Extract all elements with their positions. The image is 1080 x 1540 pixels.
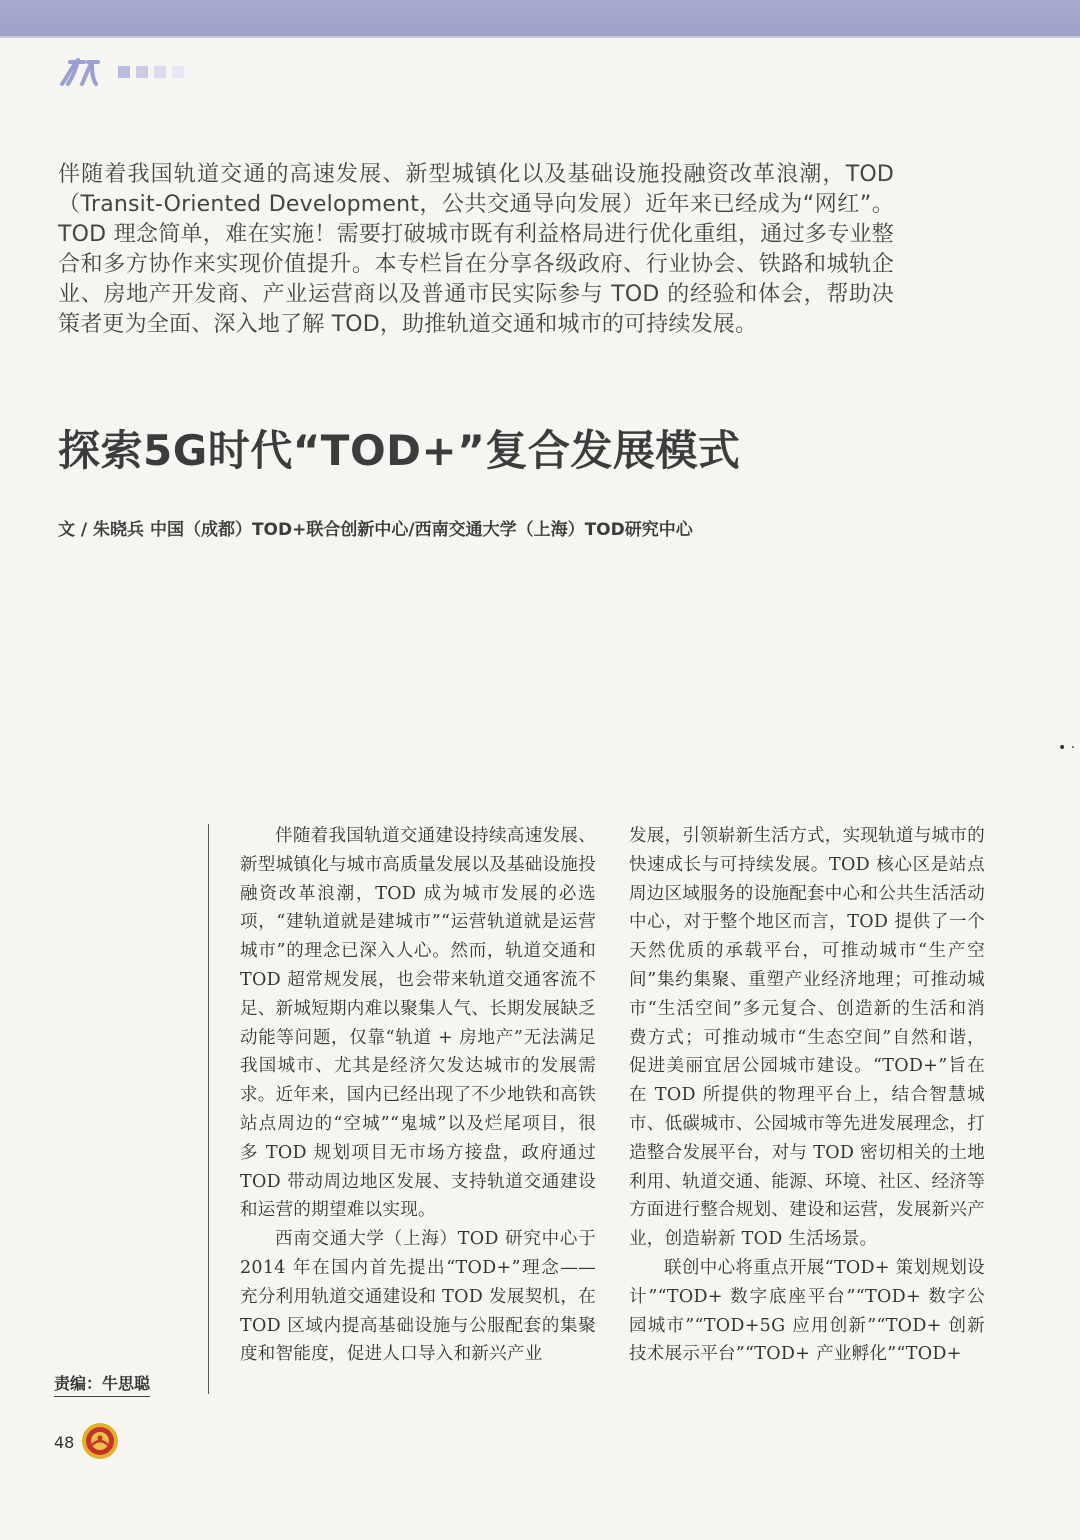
header-decor-squares	[118, 66, 184, 78]
body-column-left	[240, 822, 596, 1397]
top-color-band	[0, 0, 1080, 36]
body-paragraph: 联创中心将重点开展“TOD+ 策划规划设计”“TOD+ 数字底座平台”“TOD+ 数字公园城市”“TOD+5G 应用创新”“TOD+ 创新技术展示平台”“TOD+ 产业孵化”“TOD+	[629, 1257, 985, 1365]
article-byline: 文 / 朱晓兵 中国（成都）TOD+联合创新中心/西南交通大学（上海）TOD研究中心	[58, 520, 693, 540]
decor-square	[172, 66, 184, 78]
stylized-script-logo-icon	[58, 56, 102, 88]
top-band-edge	[0, 36, 1080, 38]
page-number: 48	[54, 1433, 75, 1452]
body-column-right	[629, 822, 985, 1397]
body-paragraph: 发展，引领崭新生活方式，实现轨道与城市的快速成长与可持续发展。TOD 核心区是站点周边区域服务的设施配套中心和公共生活活动中心，对于整个地区而言，TOD 提供了一个天然优质的承载平台，可推动城市“生产空间”集约集聚、重塑产业经济地理；可推动城市“生活空间”多元复合、创造新的生活和消费方式；可推动城市“生态空间”自然和谐，促进美丽宜居公园城市建设。“TOD+”旨在在 TOD 所提供的物理平台上，结合智慧城市、低碳城市、公园城市等先进发展理念，打造整合发展平台，对与 TOD 密切相关的土地利用、轨道交通、能源、环境、社区、经济等方面进行整合规划、建设和运营，发展新兴产业，创造崭新 TOD 生活场景。	[629, 826, 985, 1250]
column-divider-line	[208, 824, 209, 1394]
round-badge-emblem-icon	[80, 1421, 120, 1461]
decor-square	[118, 66, 130, 78]
article-title: 探索5G时代“TOD+”复合发展模式	[58, 426, 741, 475]
editor-credit: 责编：牛思聪	[54, 1371, 150, 1397]
column-intro-text: 伴随着我国轨道交通的高速发展、新型城镇化以及基础设施投融资改革浪潮，TOD（Transit-Oriented Development，公共交通导向发展）近年来已经成为“网红”。TOD 理念简单，难在实施！需要打破城市既有利益格局进行优化重组，通过多专业整合和多方协作来实现价值提升。本专栏旨在分享各级政府、行业协会、铁路和城轨企业、房地产开发商、产业运营商以及普通市民实际参与 TOD 的经验和体会，帮助决策者更为全面、深入地了解 TOD，助推轨道交通和城市的可持续发展。	[58, 162, 894, 337]
body-paragraph: 西南交通大学（上海）TOD 研究中心于 2014 年在国内首先提出“TOD+”理念——充分利用轨道交通建设和 TOD 发展契机，在 TOD 区域内提高基础设施与公服配套的集聚度和智能度，促进人口导入和新兴产业	[240, 1229, 596, 1365]
side-marks: • ·	[1058, 740, 1076, 756]
decor-square	[154, 66, 166, 78]
body-paragraph: 伴随着我国轨道交通建设持续高速发展、新型城镇化与城市高质量发展以及基础设施投融资改革浪潮，TOD 成为城市发展的必选项，“建轨道就是建城市”“运营轨道就是运营城市”的理念已深入人心。然而，轨道交通和 TOD 超常规发展，也会带来轨道交通客流不足、新城短期内难以聚集人气、长期发展缺乏动能等问题，仅靠“轨道 + 房地产”无法满足我国城市、尤其是经济欠发达城市的发展需求。近年来，国内已经出现了不少地铁和高铁站点周边的“空城”“鬼城”以及烂尾项目，很多 TOD 规划项目无市场方接盘，政府通过 TOD 带动周边地区发展、支持轨道交通建设和运营的期望难以实现。	[240, 826, 596, 1221]
decor-square	[136, 66, 148, 78]
